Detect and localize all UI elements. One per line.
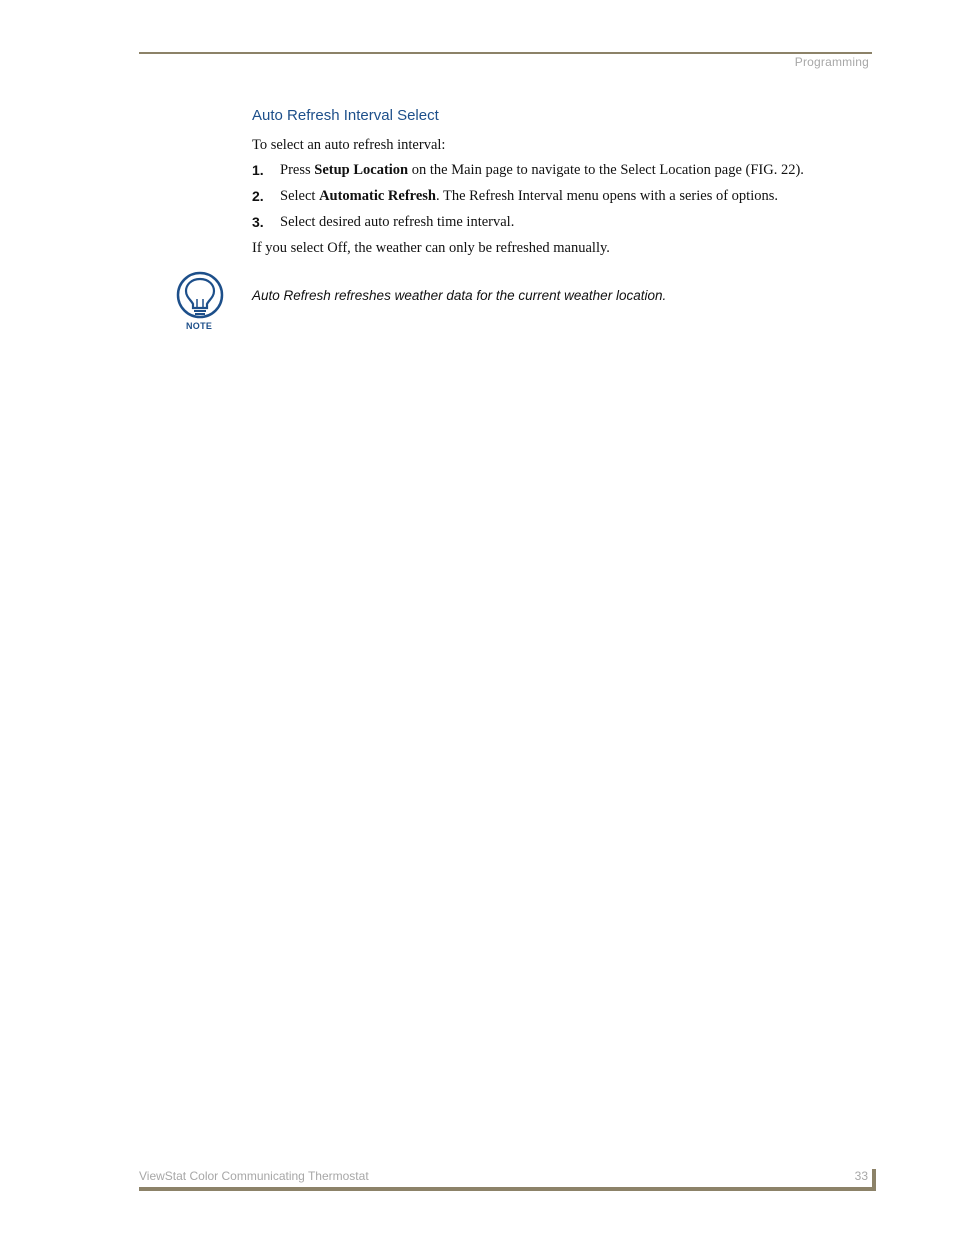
step-bold-term: Automatic Refresh [319, 188, 436, 204]
header-section-label: Programming [794, 55, 869, 69]
note-label: NOTE [186, 321, 213, 331]
section-title: Auto Refresh Interval Select [252, 107, 439, 124]
step-text: Press Setup Location on the Main page to navigate to the Select Location page (FIG. 22). [280, 162, 804, 178]
footer-rule [139, 1187, 876, 1191]
step-item [252, 188, 778, 205]
step-item [252, 214, 514, 231]
intro-paragraph: To select an auto refresh interval: [252, 137, 446, 153]
note-text: Auto Refresh refreshes weather data for the current weather location. [252, 288, 667, 303]
step-number: 3. [252, 214, 264, 230]
footer-document-title: ViewStat Color Communicating Thermostat [139, 1169, 369, 1183]
step-text: Select desired auto refresh time interval. [280, 214, 515, 230]
outro-paragraph: If you select Off, the weather can only be refreshed manually. [252, 240, 610, 256]
step-number: 2. [252, 188, 264, 204]
footer-page-number: 33 [854, 1169, 868, 1183]
step-item [252, 162, 804, 179]
step-number: 1. [252, 162, 264, 178]
step-text: Select Automatic Refresh. The Refresh Interval menu opens with a series of options. [280, 188, 778, 204]
step-bold-term: Setup Location [314, 162, 409, 178]
header-rule [139, 52, 872, 54]
